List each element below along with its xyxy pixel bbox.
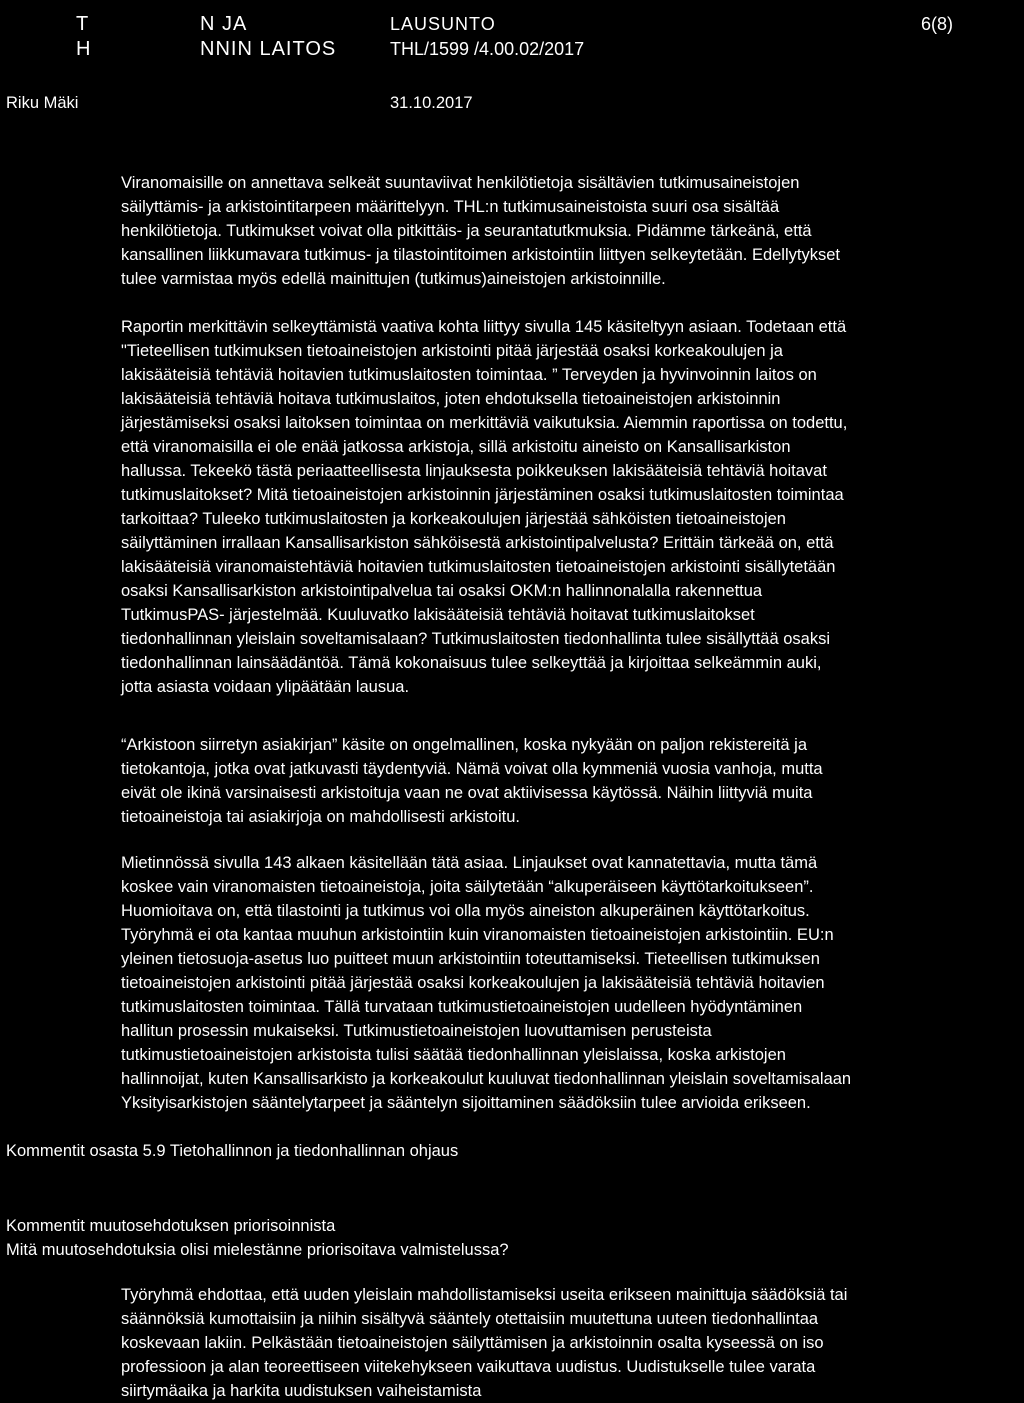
text-line: tiedonhallinnan lainsäädäntöä. Tämä kokonaisuus tulee selkeyttää ja kirjoittaa selkeämmin auki, bbox=[121, 654, 822, 672]
paragraph-prioritization bbox=[121, 1283, 1021, 1403]
text-line: tulee varmistaa myös edellä mainittujen (tutkimus)aineistojen arkistoinnille. bbox=[121, 270, 666, 288]
text-line: yleinen tietosuoja-asetus luo puitteet muun arkistointiin toteuttamiseksi. Tieteellisen tutkimuksen bbox=[121, 950, 820, 968]
text-line: säilyttäminen irrallaan Kansallisarkiston sähköisestä arkistointipalvelusta? Erittäin tärkeää on, että bbox=[121, 534, 834, 552]
paragraph-4 bbox=[121, 851, 1021, 1115]
document-date: 31.10.2017 bbox=[390, 94, 473, 112]
text-line: koskevaan lakiin. Pelkästään tietoaineistojen säilyttämisen ja arkistoinnin osalta kyseessä on iso bbox=[121, 1334, 824, 1352]
org-name-line1: N JA bbox=[200, 13, 248, 35]
paragraph-2 bbox=[121, 315, 1021, 699]
paragraph-3 bbox=[121, 733, 1021, 829]
text-line: siirtymäaika ja harkita uudistuksen vaiheistamista bbox=[121, 1382, 482, 1400]
text-line: Yksityisarkistojen sääntelytarpeet ja sääntelyn sijoittaminen säädöksiin tulee arvioida erikseen. bbox=[121, 1094, 811, 1112]
text-line: tiedonhallinnan yleislain soveltamisalaan? Tutkimuslaitosten tiedonhallinta tulee sisällyttää osaksi bbox=[121, 630, 830, 648]
text-line: hallitun prosessin mukaiseksi. Tutkimustietoaineistojen luovuttamisen perusteista bbox=[121, 1022, 712, 1040]
text-line: tutkimuslaitosten toimintaa. Tällä turvataan tutkimustietoaineistojen uudelleen hyödyntäminen bbox=[121, 998, 803, 1016]
text-line: Viranomaisille on annettava selkeät suuntaviivat henkilötietoja sisältävien tutkimusaineistojen bbox=[121, 174, 800, 192]
text-line: lakisääteisiä viranomaistehtäviä hoitavien tutkimuslaitosten tietoaineistojen arkistointi sisällytetään bbox=[121, 558, 836, 576]
text-line: Mietinnössä sivulla 143 alkaen käsitellään tätä asiaa. Linjaukset ovat kannatettavia, mutta tämä bbox=[121, 854, 818, 872]
text-line: lakisääteisiä tehtäviä hoitava tutkimuslaitos, joten ehdotuksella tietoaineistojen arkistoinnin bbox=[121, 390, 781, 408]
text-line: tietoaineistoja tai asiakirjoja on mahdollisesti arkistoitu. bbox=[121, 808, 520, 826]
text-line: säilyttämis- ja arkistointitarpeen määrittelyyn. THL:n tutkimusaineistoista suuri osa sisältää bbox=[121, 198, 780, 216]
text-line: henkilötietoja. Tutkimukset voivat olla pitkittäis- ja seurantatutkmuksia. Pidämme tärkeänä, että bbox=[121, 222, 812, 240]
text-line: säännöksiä kumottaisiin ja niihin sisältyvä sääntely otettaisiin muutettuna uuteen tiedonhallintaa bbox=[121, 1310, 819, 1328]
text-line: professioon ja alan teoreettiseen viitekehykseen vaikuttava uudistus. Uudistukselle tulee varata bbox=[121, 1358, 816, 1376]
org-name-line2: NNIN LAITOS bbox=[200, 38, 337, 60]
text-line: tietoaineistojen arkistointi pitää järjestää osaksi korkeakoulujen ja lakisääteisiä tehtäviä hoitavien bbox=[121, 974, 825, 992]
paragraph-1 bbox=[121, 171, 1021, 291]
section-heading-5-9: Kommentit osasta 5.9 Tietohallinnon ja tiedonhallinnan ohjaus bbox=[6, 1142, 459, 1160]
text-line: “Arkistoon siirretyn asiakirjan” käsite on ongelmallinen, koska nykyään on paljon rekistereitä ja bbox=[121, 736, 807, 754]
text-line: lakisääteisiä tehtäviä hoitavien tutkimuslaitosten toimintaa. ” Terveyden ja hyvinvoinnin laitos on bbox=[121, 366, 817, 384]
text-line: eivät ole ikinä varsinaisesti arkistoituja vaan ne ovat aktiivisessa käytössä. Näihin liittyviä muita bbox=[121, 784, 813, 802]
text-line: tietokantoja, jotka ovat jatkuvasti täydentyviä. Nämä voivat olla kymmeniä vuosia vanhoja, mutta bbox=[121, 760, 823, 778]
text-line: TutkimusPAS- järjestelmää. Kuuluvatko lakisääteisiä tehtäviä hoitavat tutkimuslaitokset bbox=[121, 606, 755, 624]
text-line: Työryhmä ei ota kantaa muuhun arkistointiin kuin viranomaisten tietoaineistojen arkistointiin. EU:n bbox=[121, 926, 834, 944]
section-question: Mitä muutosehdotuksia olisi mielestänne priorisoitava valmistelussa? bbox=[6, 1241, 509, 1259]
author-name: Riku Mäki bbox=[6, 94, 79, 112]
text-line: kansallinen liikkumavara tutkimus- ja tilastointitoimen arkistointiin liittyen selkeytetään. Edellytykset bbox=[121, 246, 840, 264]
text-line: Työryhmä ehdottaa, että uuden yleislain mahdollistamiseksi useita erikseen mainittuja säädöksiä tai bbox=[121, 1286, 848, 1304]
text-line: tarkoittaa? Tuleeko tutkimuslaitosten ja korkeakoulujen järjestää sähköisten tietoaineistojen bbox=[121, 510, 786, 528]
document-number: THL/1599 /4.00.02/2017 bbox=[390, 39, 585, 59]
text-line: koskee vain viranomaisten tietoaineistoja, joita säilytetään “alkuperäiseen käyttötarkoitukseen”. bbox=[121, 878, 814, 896]
text-line: Raportin merkittävin selkeyttämistä vaativa kohta liittyy sivulla 145 käsiteltyyn asiaan. Todetaan että bbox=[121, 318, 847, 336]
text-line: "Tieteellisen tutkimuksen tietoaineistojen arkistointi pitää järjestää osaksi korkeakoulujen ja bbox=[121, 342, 783, 360]
text-line: tutkimustietoaineistojen arkistoista tulisi säätää tiedonhallinnan yleislaissa, koska arkistojen bbox=[121, 1046, 786, 1064]
text-line: Huomioitava on, että tilastointi ja tutkimus voi olla myös aineiston alkuperäinen käyttötarkoitus. bbox=[121, 902, 810, 920]
document-type: LAUSUNTO bbox=[390, 14, 496, 34]
text-line: hallinnoijat, kuten Kansallisarkisto ja korkeakoulut kuuluvat tiedonhallinnan yleislain soveltamisalaan bbox=[121, 1070, 852, 1088]
page-number: 6(8) bbox=[921, 14, 954, 34]
text-line: jotta asiasta voidaan ylipäätään lausua. bbox=[121, 678, 410, 696]
org-logo-letter-h: H bbox=[76, 38, 92, 60]
text-line: että viranomaisilla ei ole enää jatkossa arkistoja, sillä arkistoitu aineisto on Kansallisarkiston bbox=[121, 438, 791, 456]
section-heading-prioritization: Kommentit muutosehdotuksen priorisoinnista bbox=[6, 1217, 336, 1235]
text-line: tutkimuslaitokset? Mitä tietoaineistojen arkistoinnin järjestäminen osaksi tutkimuslaitosten toimintaa bbox=[121, 486, 844, 504]
text-line: osaksi Kansallisarkiston arkistointipalvelua tai osaksi OKM:n hallinnonalalla rakennettua bbox=[121, 582, 763, 600]
text-line: järjestämiseksi osaksi laitoksen toimintaa on merkittäviä vaikutuksia. Aiemmin raportissa on todettu, bbox=[121, 414, 848, 432]
org-logo-letter-t: T bbox=[76, 13, 90, 35]
text-line: hallussa. Tekeekö tästä periaatteellisesta linjauksesta poikkeuksen lakisääteisiä tehtäviä hoitavat bbox=[121, 462, 827, 480]
